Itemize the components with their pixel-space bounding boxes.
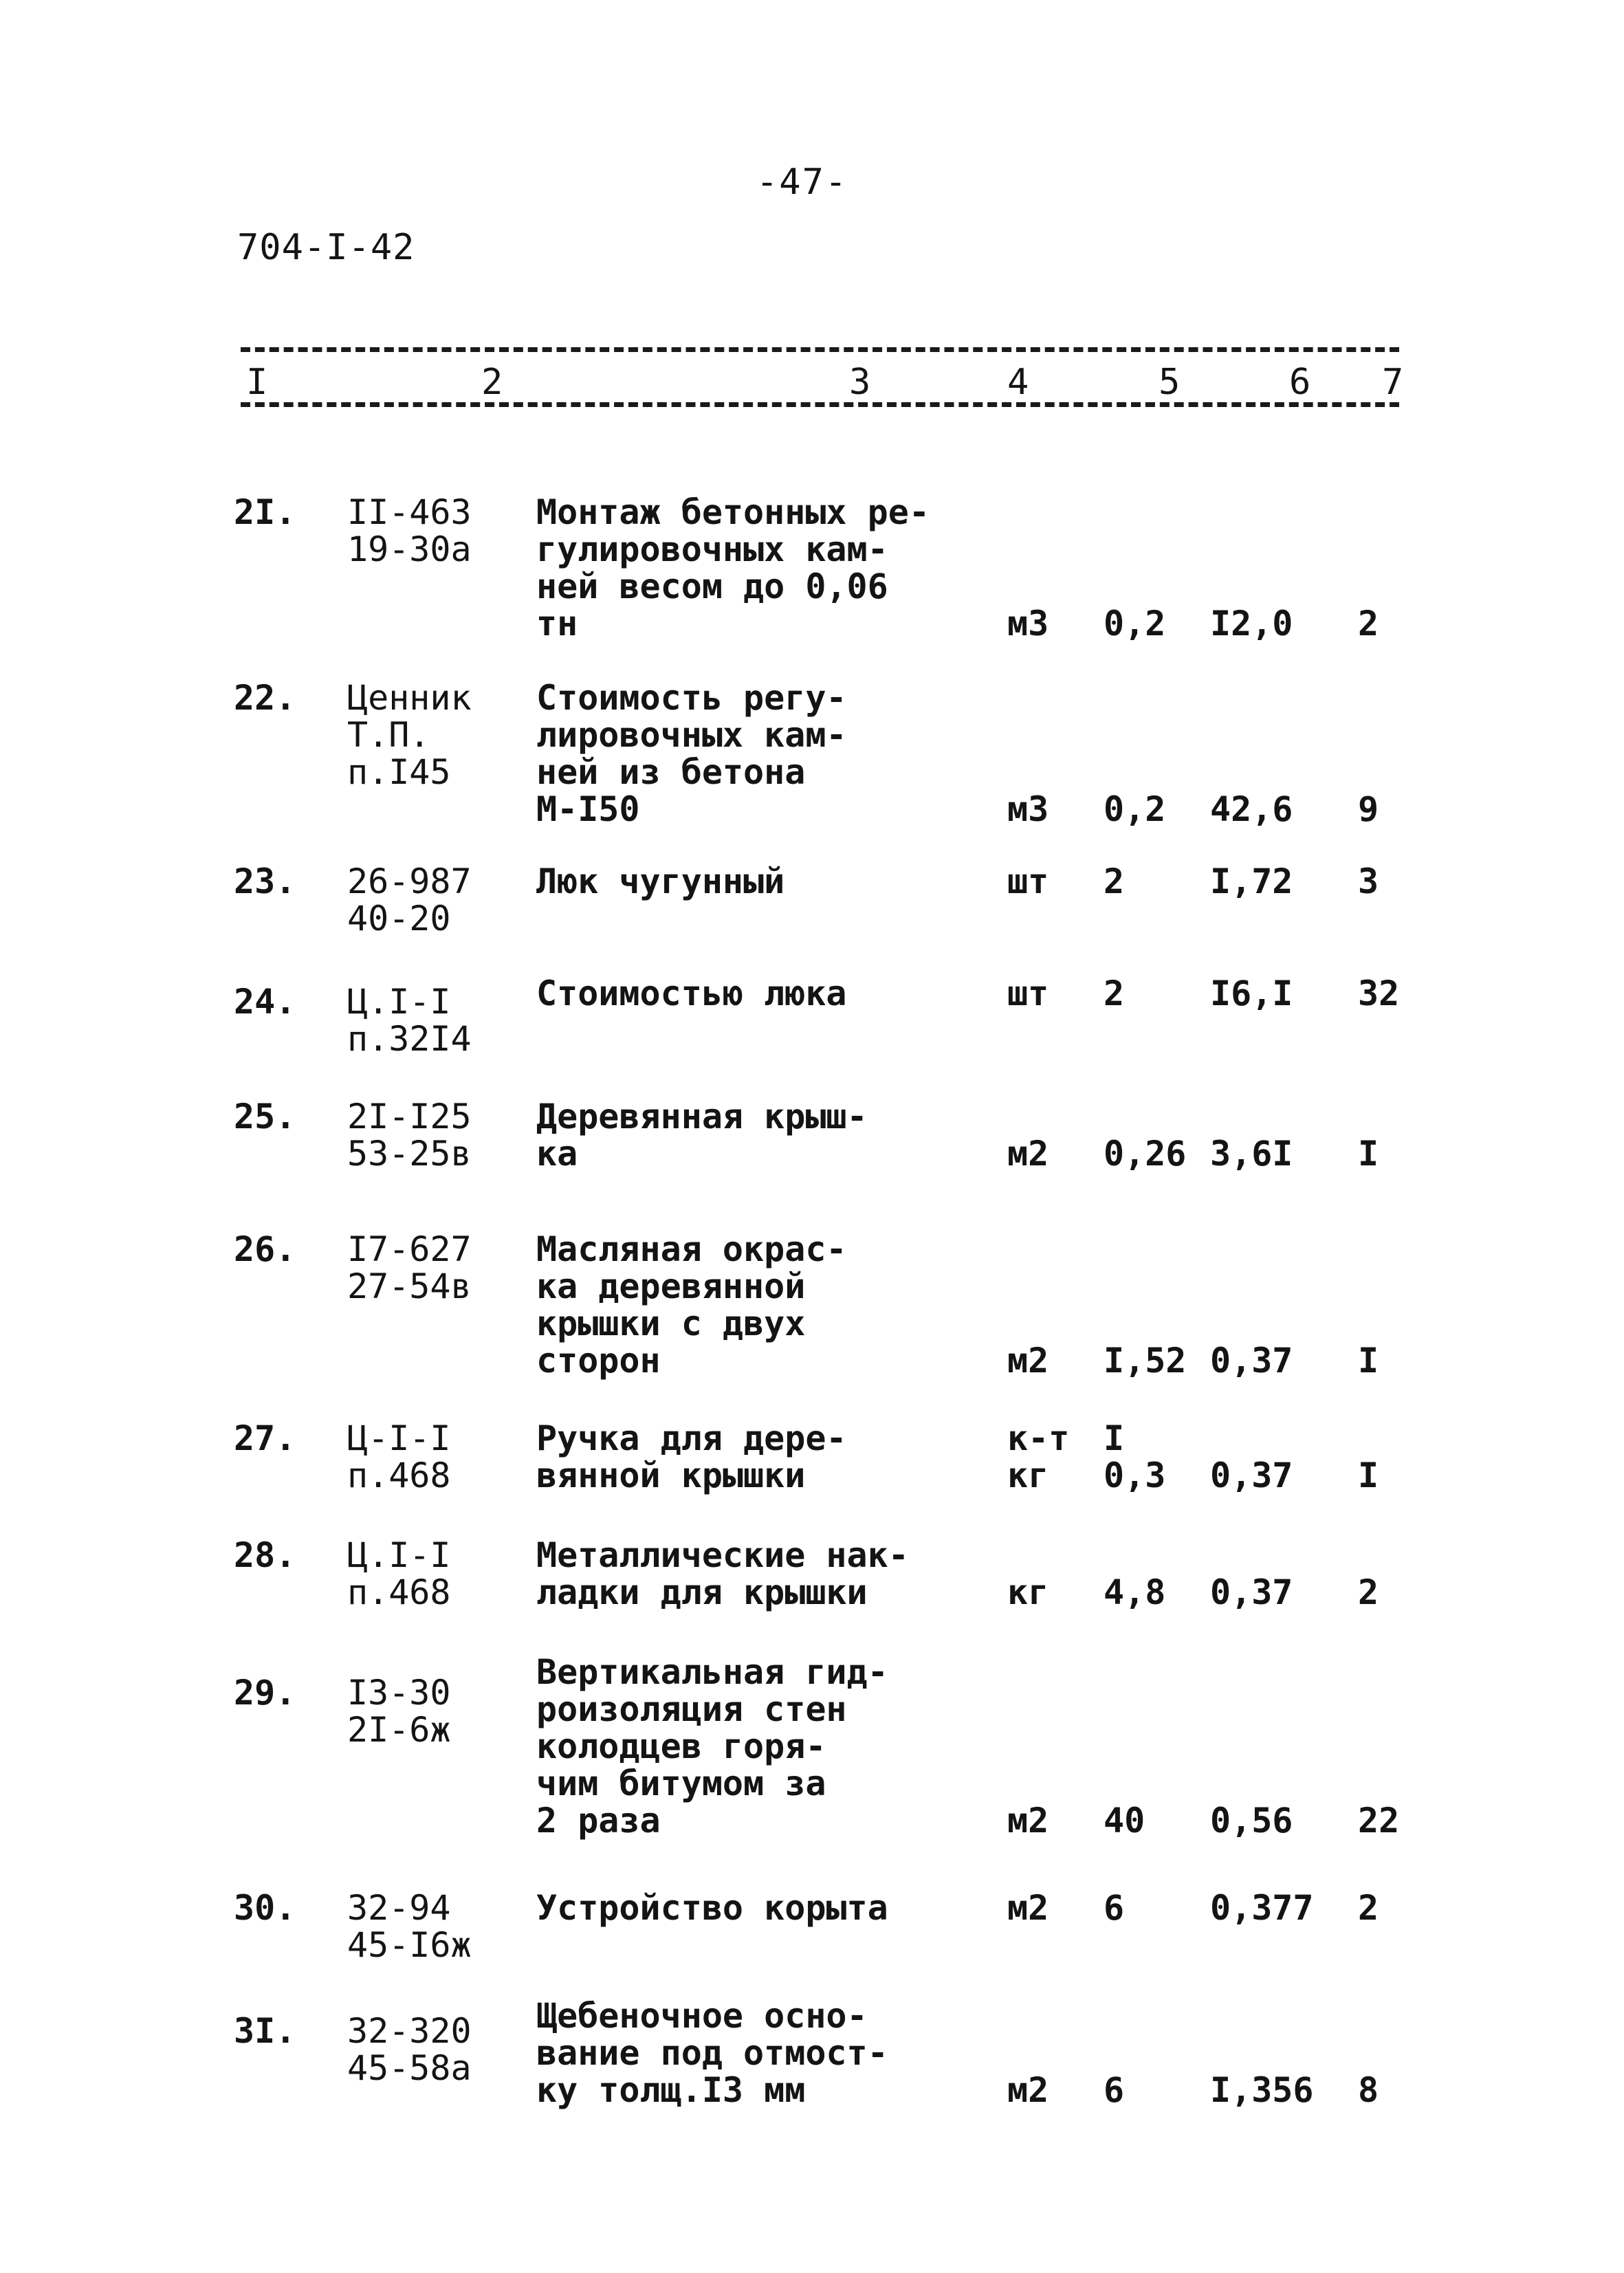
unit-price: I6,I (1210, 974, 1293, 1013)
quantity: 40 (1104, 1801, 1145, 1841)
norm-code: Ц-I-I п.468 (347, 1418, 451, 1495)
work-description: Деревянная крыш- ка (536, 1097, 868, 1174)
work-description: Металлические нак- ладки для крышки (536, 1535, 909, 1612)
column-header-4: 4 (1007, 362, 1029, 403)
work-description: Стоимостью люка (536, 974, 847, 1013)
norm-code: Ц.I-I п.32I4 (347, 982, 472, 1059)
unit: м3 (1007, 604, 1049, 644)
unit: м2 (1007, 1801, 1049, 1841)
quantity: 0,2 (1104, 789, 1166, 829)
unit-price: 0,37 (1210, 1341, 1293, 1381)
column-header-5: 5 (1159, 362, 1181, 403)
row-number: 28. (234, 1535, 296, 1575)
unit-price: I,72 (1210, 861, 1293, 901)
total-cost: 2 (1358, 1888, 1379, 1928)
total-cost: 22 (1358, 1801, 1400, 1841)
quantity: I,52 (1104, 1341, 1187, 1381)
unit: шт (1007, 861, 1049, 901)
row-number: 25. (234, 1097, 296, 1136)
unit-price: 0,56 (1210, 1801, 1293, 1841)
work-description: Устройство корыта (536, 1888, 888, 1928)
row-number: 23. (234, 861, 296, 901)
column-header-7: 7 (1382, 362, 1404, 403)
work-description: Щебеночное осно- вание под отмост- ку толщ.I3 мм (536, 1996, 888, 2110)
quantity: 0,26 (1104, 1134, 1187, 1174)
table-header-rule-bottom (241, 402, 1399, 407)
total-cost: 3 (1358, 861, 1379, 901)
total-cost: 8 (1358, 2070, 1379, 2110)
column-header-2: 2 (481, 362, 503, 403)
unit-price: 0,377 (1210, 1888, 1314, 1928)
quantity: 2 (1104, 974, 1125, 1013)
work-description: Стоимость регу- лировочных кам- ней из бетона М-I50 (536, 678, 847, 829)
unit-price: I,356 (1210, 2070, 1314, 2110)
row-number: 24. (234, 982, 296, 1022)
quantity: 4,8 (1104, 1572, 1166, 1612)
table-header-rule-top (241, 347, 1399, 352)
unit-price: I2,0 (1210, 604, 1293, 644)
unit: шт (1007, 974, 1049, 1013)
norm-code: 26-987 40-20 (347, 861, 472, 938)
work-description: Монтаж бетонных ре- гулировочных кам- ней весом до 0,06 тн (536, 492, 930, 644)
column-header-3: 3 (849, 362, 871, 403)
unit-price: 3,6I (1210, 1134, 1293, 1174)
norm-code: 32-320 45-58а (347, 2011, 472, 2088)
norm-code: I3-30 2I-6ж (347, 1673, 451, 1750)
quantity: 6 (1104, 2070, 1125, 2110)
unit-price: 0,37 (1210, 1572, 1293, 1612)
norm-code: Ценник Т.П. п.I45 (347, 678, 472, 792)
total-cost: I (1358, 1134, 1379, 1174)
total-cost: I (1358, 1341, 1379, 1381)
row-number: 30. (234, 1888, 296, 1928)
unit-price: 0,37 (1210, 1456, 1293, 1495)
total-cost: I (1358, 1456, 1379, 1495)
document-code: 704-I-42 (237, 227, 415, 268)
norm-code: 32-94 45-I6ж (347, 1888, 472, 1965)
page-number: -47- (756, 162, 848, 203)
quantity: 2 (1104, 861, 1125, 901)
unit: м2 (1007, 1341, 1049, 1381)
row-number: 22. (234, 678, 296, 718)
work-description: Вертикальная гид- роизоляция стен колодцев горя- чим битумом за 2 раза (536, 1652, 888, 1841)
unit-price: 42,6 (1210, 789, 1293, 829)
quantity: I 0,3 (1104, 1418, 1166, 1495)
column-header-6: 6 (1289, 362, 1311, 403)
row-number: 27. (234, 1418, 296, 1458)
row-number: 2I. (234, 492, 296, 532)
total-cost: 32 (1358, 974, 1400, 1013)
norm-code: II-463 19-30а (347, 492, 472, 569)
norm-code: Ц.I-I п.468 (347, 1535, 451, 1612)
quantity: 6 (1104, 1888, 1125, 1928)
unit: м2 (1007, 1888, 1049, 1928)
total-cost: 2 (1358, 604, 1379, 644)
column-header-1: I (246, 362, 268, 403)
unit: кг (1007, 1572, 1049, 1612)
unit: м2 (1007, 2070, 1049, 2110)
norm-code: I7-627 27-54в (347, 1229, 472, 1306)
total-cost: 9 (1358, 789, 1379, 829)
total-cost: 2 (1358, 1572, 1379, 1612)
work-description: Ручка для дере- вянной крышки (536, 1418, 847, 1495)
unit: м3 (1007, 789, 1049, 829)
row-number: 26. (234, 1229, 296, 1269)
work-description: Масляная окрас- ка деревянной крышки с двух сторон (536, 1229, 847, 1381)
quantity: 0,2 (1104, 604, 1166, 644)
norm-code: 2I-I25 53-25в (347, 1097, 472, 1174)
row-number: 3I. (234, 2011, 296, 2051)
unit: м2 (1007, 1134, 1049, 1174)
unit: к-т кг (1007, 1418, 1070, 1495)
row-number: 29. (234, 1673, 296, 1713)
work-description: Люк чугунный (536, 861, 785, 901)
